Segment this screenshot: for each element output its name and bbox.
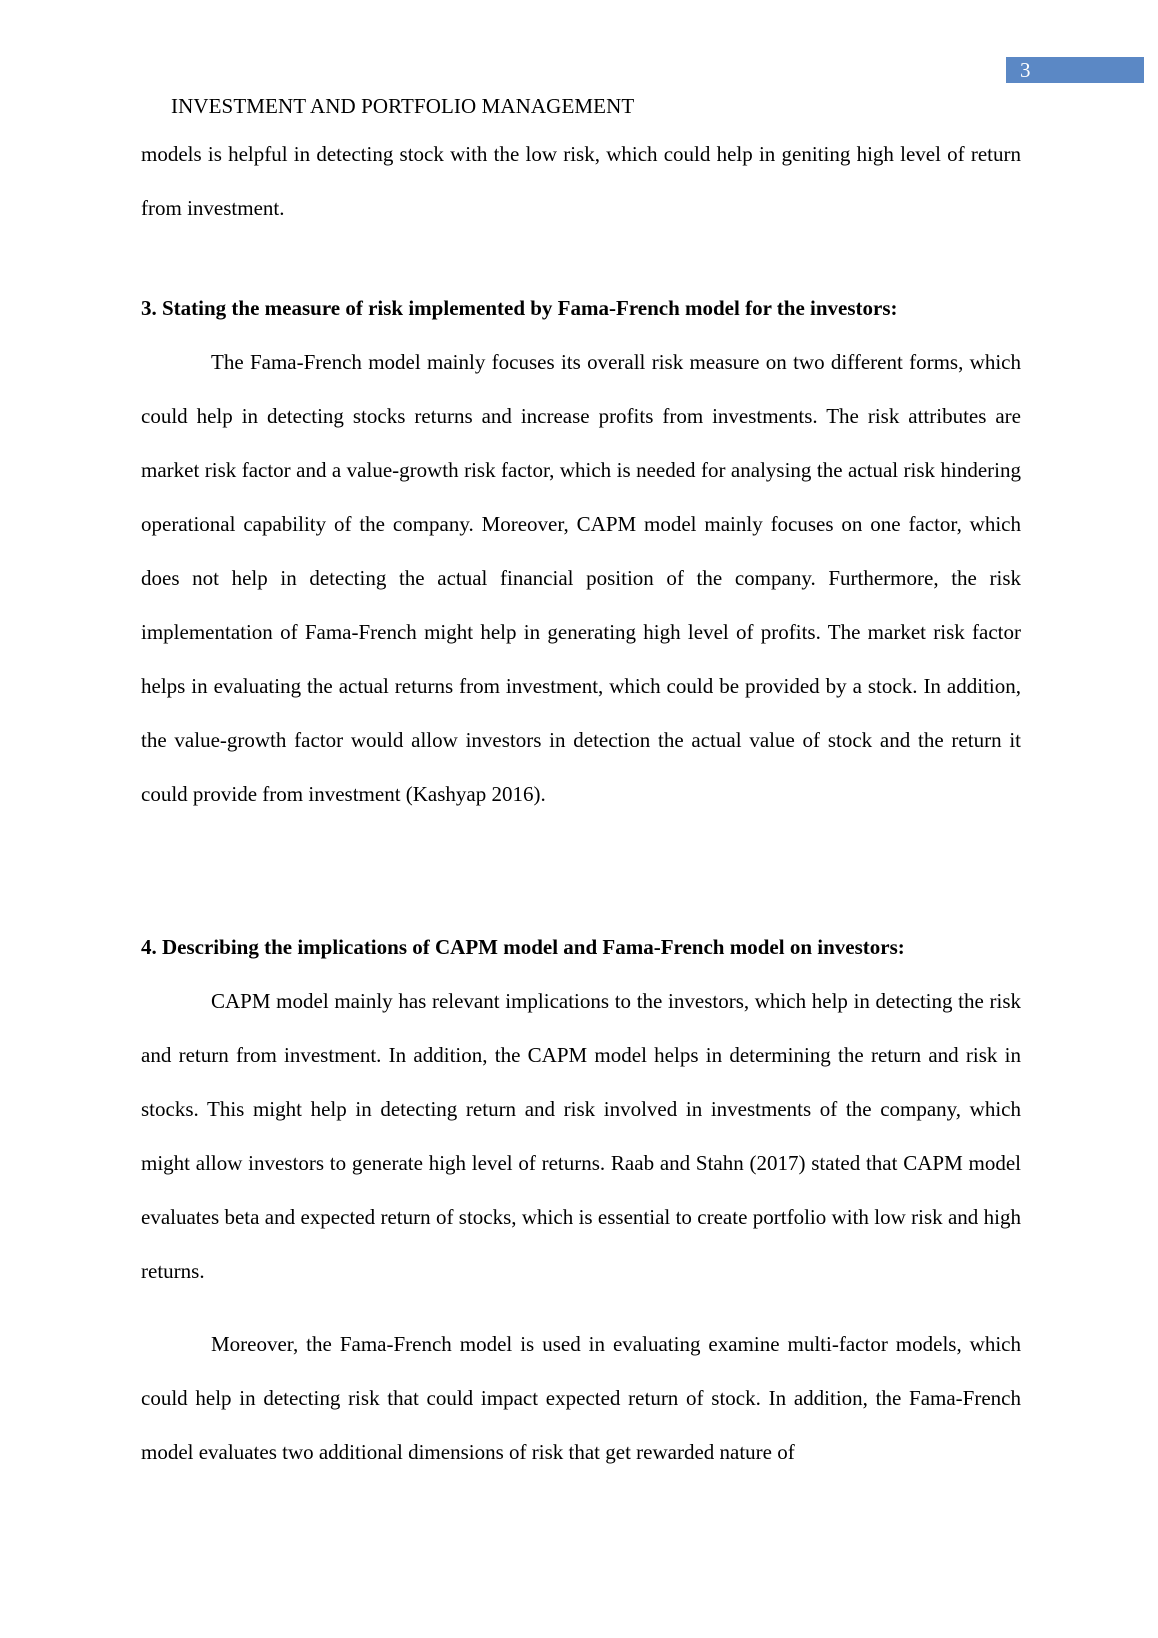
section-3-paragraph: The Fama-French model mainly focuses its overall risk measure on two different forms, which could help in detecting stocks returns and increase profits from investments. The risk attributes are market risk factor and a value-growth risk factor, which is needed for analysing the actual risk hindering operational capability of the company. Moreover, CAPM model mainly focuses on one factor, which does not help in detecting the actual financial position of the company. Furthermore, the risk implementation of Fama-French might help in generating high level of profits. The market risk factor helps in evaluating the actual returns from investment, which could be provided by a stock. In addition, the value-growth factor would allow investors in detection the actual value of stock and the return it could provide from investment (Kashyap 2016). (141, 350, 1021, 806)
section-4-heading: 4. Describing the implications of CAPM model and Fama-French model on investors: (141, 935, 905, 959)
running-head: INVESTMENT AND PORTFOLIO MANAGEMENT (171, 94, 635, 118)
section-4-paragraph-2: Moreover, the Fama-French model is used in evaluating examine multi-factor models, which could help in detecting risk that could impact expected return of stock. In addition, the Fama-French model evaluates two additional dimensions of risk that get rewarded nature of (141, 1332, 1021, 1464)
section-3-heading: 3. Stating the measure of risk implemented by Fama-French model for the investors: (141, 296, 898, 320)
page-number: 3 (1006, 57, 1144, 83)
section-4-paragraph-1: CAPM model mainly has relevant implications to the investors, which help in detecting the risk and return from investment. In addition, the CAPM model helps in determining the return and risk in stocks. This might help in detecting return and risk involved in investments of the company, which might allow investors to generate high level of returns. Raab and Stahn (2017) stated that CAPM model evaluates beta and expected return of stocks, which is essential to create portfolio with low risk and high returns. (141, 989, 1021, 1283)
intro-continuation-paragraph: models is helpful in detecting stock with the low risk, which could help in geniting high level of return from investment. (141, 142, 1021, 220)
